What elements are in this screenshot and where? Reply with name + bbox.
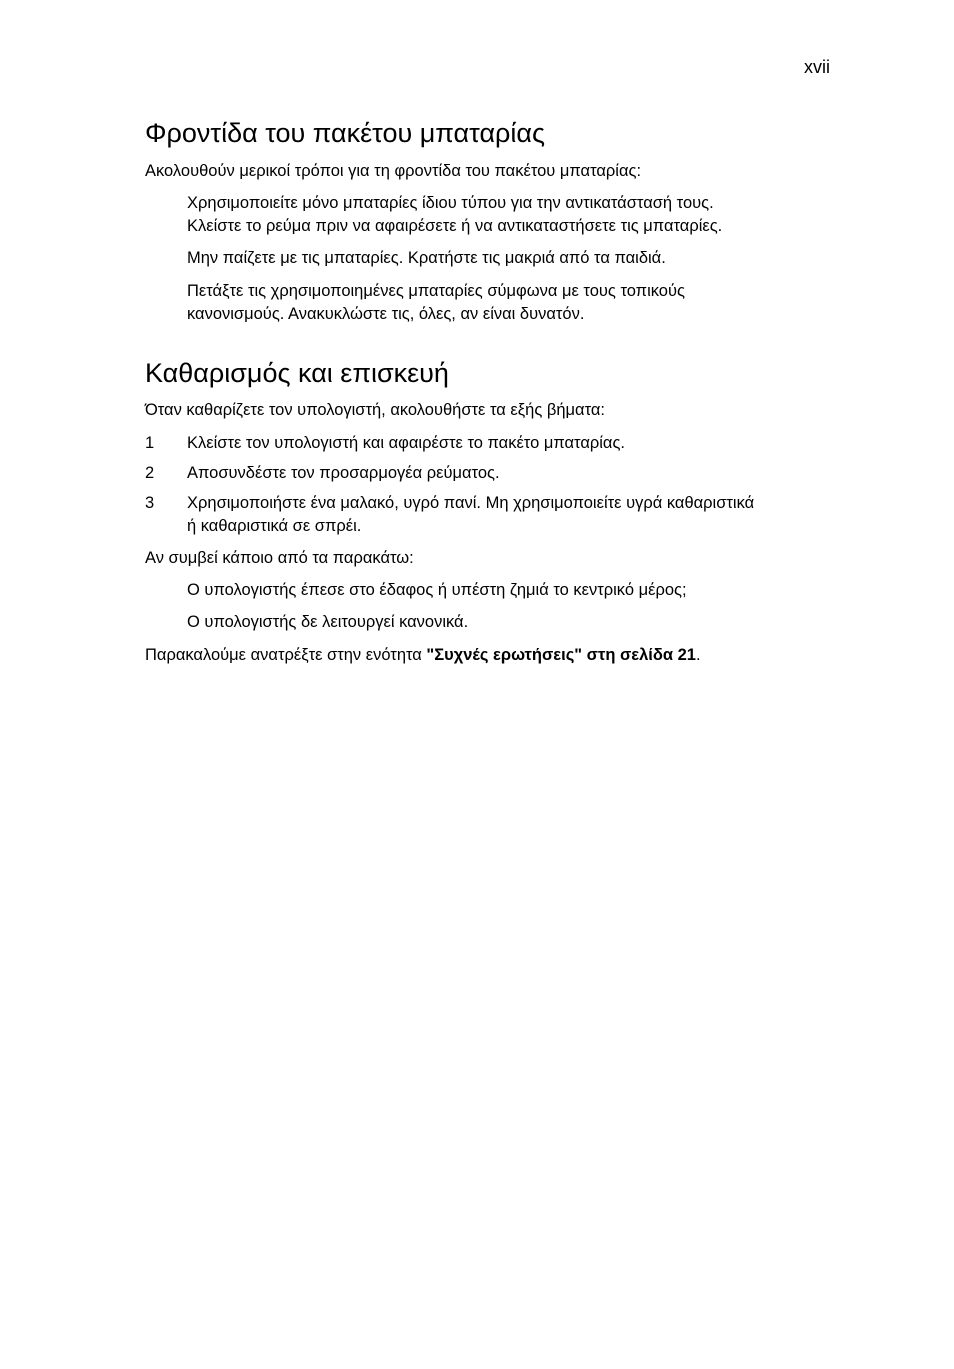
- refer-prefix: Παρακαλούμε ανατρέξτε στην ενότητα: [145, 646, 427, 664]
- cleaning-intro: Όταν καθαρίζετε τον υπολογιστή, ακολουθήστε τα εξής βήματα:: [145, 401, 605, 419]
- cleaning-heading: Καθαρισμός και επισκευή: [145, 358, 449, 388]
- faq-page-link[interactable]: "Συχνές ερωτήσεις" στη σελίδα 21: [426, 646, 696, 664]
- list-item: Χρησιμοποιείτε μόνο μπαταρίες ίδιου τύπου για την αντικατάστασή τους.: [187, 194, 714, 212]
- list-item: Ο υπολογιστής έπεσε στο έδαφος ή υπέστη ζημιά το κεντρικό μέρος;: [187, 581, 687, 599]
- refer-paragraph: [145, 644, 701, 667]
- step-text: Αποσυνδέστε τον προσαρμογέα ρεύματος.: [187, 464, 500, 482]
- list-item: Πετάξτε τις χρησιμοποιημένες μπαταρίες σύμφωνα με τους τοπικούς: [187, 282, 685, 300]
- step-text: ή καθαριστικά σε σπρέι.: [187, 517, 362, 535]
- step-number: 1: [145, 434, 155, 452]
- list-item: Κλείστε το ρεύμα πριν να αφαιρέσετε ή να αντικαταστήσετε τις μπαταρίες.: [187, 217, 723, 235]
- list-item: Μην παίζετε με τις μπαταρίες. Κρατήστε τις μακριά από τα παιδιά.: [187, 249, 666, 267]
- step-number: 2: [145, 464, 155, 482]
- conditions-intro: Αν συμβεί κάποιο από τα παρακάτω:: [145, 549, 414, 567]
- step-number: 3: [145, 494, 155, 512]
- step-text: Κλείστε τον υπολογιστή και αφαιρέστε το πακέτο μπαταρίας.: [187, 434, 625, 452]
- battery-heading: Φροντίδα του πακέτου μπαταρίας: [145, 118, 546, 148]
- step-text: Χρησιμοποιήστε ένα μαλακό, υγρό πανί. Μη χρησιμοποιείτε υγρά καθαριστικά: [187, 494, 755, 512]
- list-item: Ο υπολογιστής δε λειτουργεί κανονικά.: [187, 613, 469, 631]
- list-item: κανονισμούς. Ανακυκλώστε τις, όλες, αν είναι δυνατόν.: [187, 305, 585, 323]
- page-number: xvii: [804, 57, 830, 77]
- battery-intro: Ακολουθούν μερικοί τρόποι για τη φροντίδα του πακέτου μπαταρίας:: [145, 162, 642, 180]
- refer-suffix: .: [695, 646, 701, 664]
